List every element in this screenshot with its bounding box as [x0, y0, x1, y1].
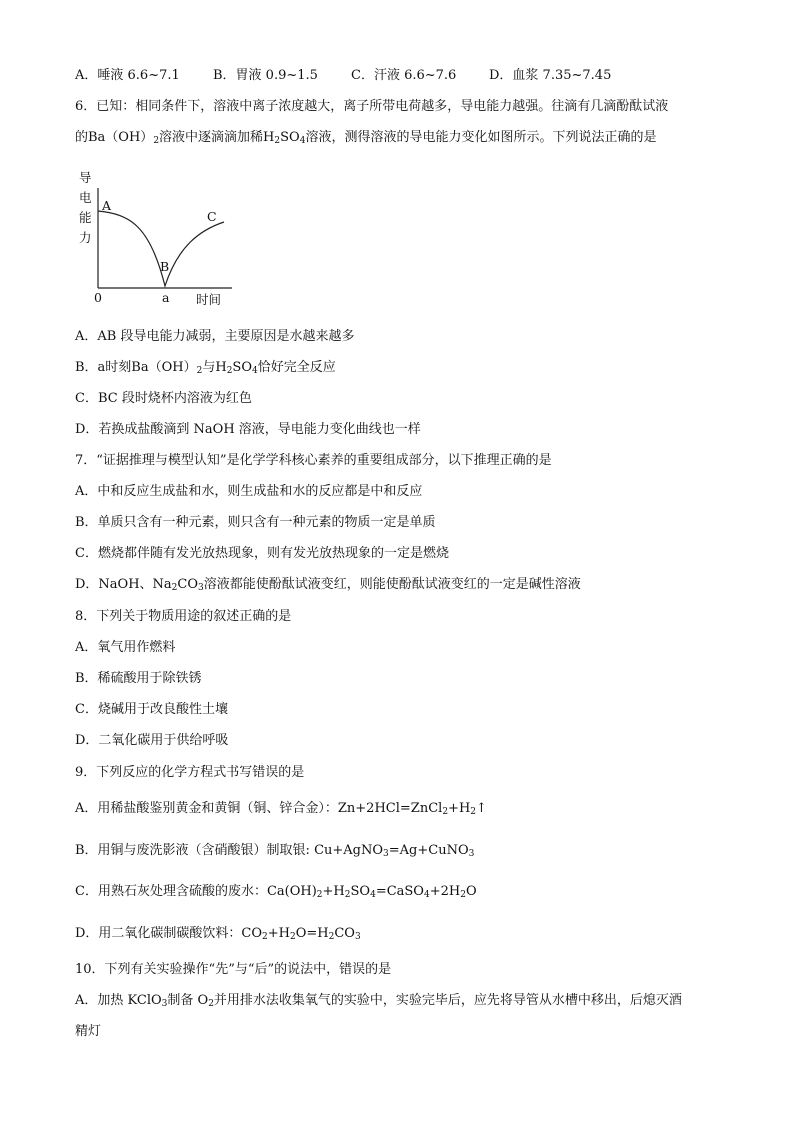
q10-option-a-line1: A．加热 KClO$_3$制备 $O_2$并用排水法收集氧气的实验中，实验完毕后，应先将导管从水槽中移出，后熄灭酒 — [75, 993, 682, 1009]
q8-option-b: B．稀硫酸用于除铁锈 — [75, 671, 202, 686]
q7-option-b: B．单质只含有一种元素，则只含有一种元素的物质一定是单质 — [75, 515, 436, 530]
point-b-label: B — [160, 259, 170, 274]
y-axis-label-char: 力 — [79, 230, 92, 245]
q6-option-a: A．AB 段导电能力减弱，主要原因是水越来越多 — [75, 329, 355, 344]
q8-option-d: D．二氧化碳用于供给呼吸 — [75, 733, 229, 748]
q9-option-d: D．用二氧化碳制碳酸饮料：$CO_2+H_2O=H_2CO_3$ — [75, 926, 361, 942]
x-axis-label: 时间 — [196, 292, 222, 307]
q5-option-a: A．唾液 6.6~7.1 — [75, 68, 180, 83]
y-axis-label-char: 导 — [79, 170, 92, 185]
q8-option-a: A．氧气用作燃料 — [75, 640, 176, 655]
q9-option-a: A．用稀盐酸鉴别黄金和黄铜（铜、锌合金）：$Zn+2HCl=ZnCl_2+H_2↑$ — [75, 801, 487, 817]
point-a-label: A — [102, 198, 112, 213]
q5-option-b: B．胃液 0.9~1.5 — [213, 68, 318, 83]
q8-stem: 8．下列关于物质用途的叙述正确的是 — [75, 609, 292, 624]
tick-a-label: a — [162, 290, 170, 305]
q10-stem: 10．下列有关实验操作“先”与“后”的说法中，错误的是 — [75, 962, 392, 977]
q6-stem-line2: 的$Ba(OH)_2$溶液中逐滴滴加稀$H_2SO_4$溶液，测得溶液的导电能力变化如图所示。下列说法正确的是 — [75, 130, 657, 146]
q7-stem: 7．“证据推理与模型认知”是化学学科核心素养的重要组成部分，以下推理正确的是 — [75, 453, 552, 468]
q9-stem: 9．下列反应的化学方程式书写错误的是 — [75, 765, 305, 780]
q6-option-c: C．BC 段时烧杯内溶液为红色 — [75, 391, 252, 406]
q6-option-d: D．若换成盐酸滴到 NaOH 溶液，导电能力变化曲线也一样 — [75, 422, 421, 437]
q10-option-a-line2: 精灯 — [75, 1024, 102, 1039]
q9-option-b: B．用铜与废洗影液（含硝酸银）制取银: Cu+AgNO$_3$=Ag+CuNO$_3$ — [75, 843, 475, 859]
q9-option-c: C．用熟石灰处理含硫酸的废水：$Ca(OH)_2+H_2SO_4=CaSO_4+2H_2O$ — [75, 884, 477, 900]
q6-option-b: B．a时刻$Ba(OH)_2$与$H_2SO_4$恰好完全反应 — [75, 360, 336, 376]
q5-option-d: D．血浆 7.35~7.45 — [489, 68, 612, 83]
y-axis-label-char: 能 — [79, 210, 92, 225]
origin-label: 0 — [94, 290, 102, 305]
y-axis-label-char: 电 — [79, 190, 92, 205]
q7-option-d: D．NaOH、$Na_2CO_3$溶液都能使酚酞试液变红，则能使酚酞试液变红的一定是碱性溶液 — [75, 577, 581, 593]
q6-stem-line1: 6．已知：相同条件下，溶液中离子浓度越大，离子所带电荷越多，导电能力越强。往滴有几滴酚酞试液 — [75, 99, 669, 114]
q8-option-c: C．烧碱用于改良酸性土壤 — [75, 702, 228, 717]
q7-option-a: A．中和反应生成盐和水，则生成盐和水的反应都是中和反应 — [75, 484, 423, 499]
point-c-label: C — [207, 209, 217, 224]
q5-option-c: C．汗液 6.6~7.6 — [351, 68, 457, 83]
q7-option-c: C．燃烧都伴随有发光放热现象，则有发光放热现象的一定是燃烧 — [75, 546, 449, 561]
